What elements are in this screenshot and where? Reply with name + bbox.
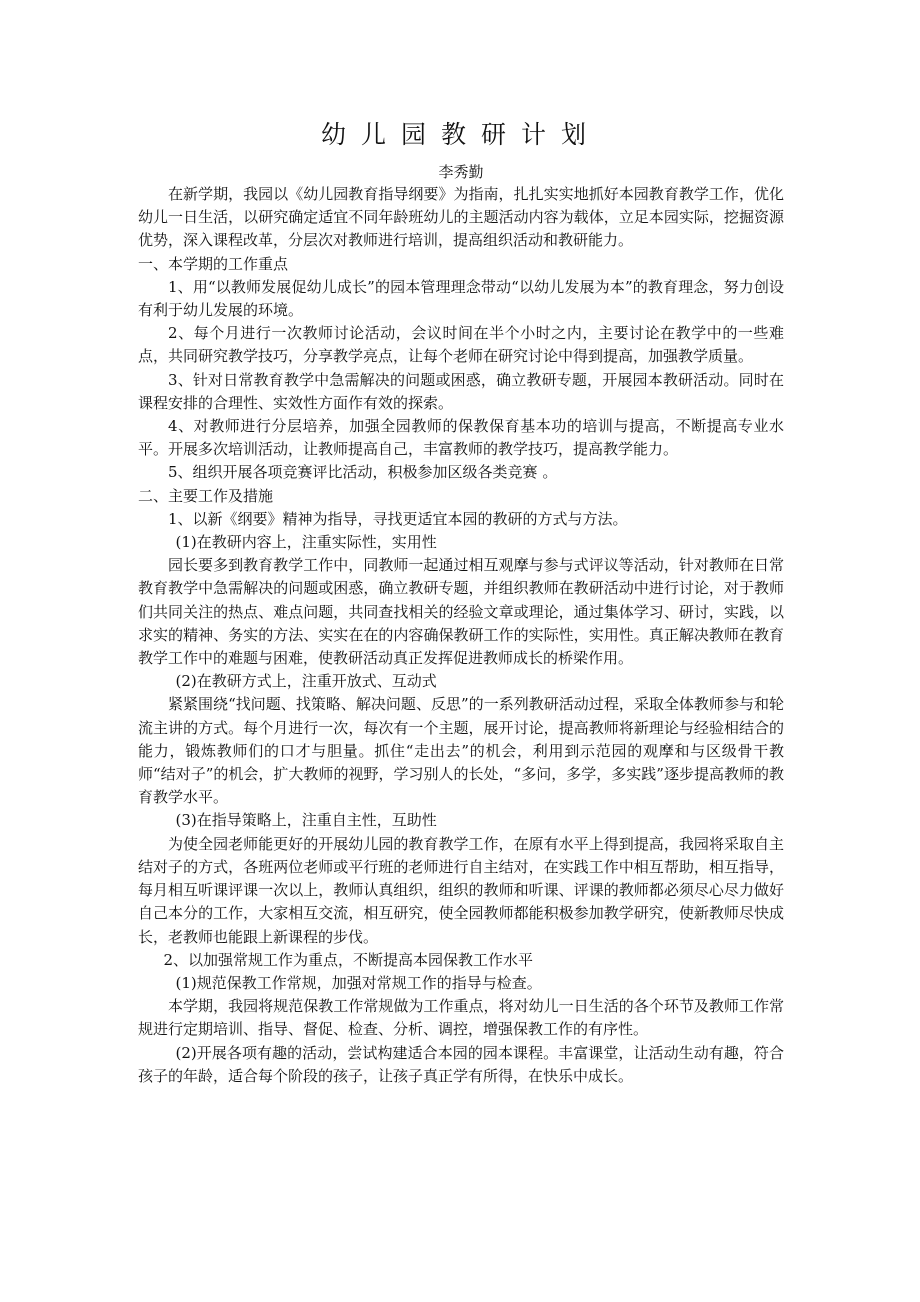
paragraph: 3、针对日常教育教学中急需解决的问题或困惑，确立教研专题，开展园本教研活动。同时在课程安排的合理性、实效性方面作有效的探索。 bbox=[138, 370, 784, 412]
document-title: 幼儿园教研计划 bbox=[320, 120, 601, 149]
paragraph: 二、主要工作及措施 bbox=[138, 486, 274, 505]
paragraph: 紧紧围绕“找问题、找策略、解决问题、反思”的一系列教研活动过程，采取全体教师参与和轮流主讲的方式。每个月进行一次，每次有一个主题，展开讨论，提高教师将新理论与经验相结合的能力，锻炼教师们的口才与胆量。抓住“走出去”的机会，利用到示范园的观摩和与区级骨干教师“结对子”的机会，扩大教师的视野，学习别人的长处，“多问，多学，多实践”逐步提高教师的教育教学水平。 bbox=[138, 695, 784, 807]
paragraph: 园长要多到教育教学工作中，同教师一起通过相互观摩与参与式评议等活动，针对教师在日常教育教学中急需解决的问题或困惑，确立教研专题，并组织教师在教研活动中进行讨论，对于教师们共同关注的热点、难点问题，共同查找相关的经验文章或理论，通过集体学习、研讨，实践，以求实的精神、务实的方法、实实在在的内容确保教研工作的实际性，实用性。真正解决教师在教育教学工作中的难题与困难，使教研活动真正发挥促进教师成长的桥梁作用。 bbox=[138, 556, 784, 668]
document-author: 李秀勤 bbox=[438, 163, 484, 181]
paragraph: 2、以加强常规工作为重点，不断提高本园保教工作水平 bbox=[163, 950, 534, 969]
paragraph: (1)在教研内容上，注重实际性，实用性 bbox=[175, 533, 437, 552]
document-body bbox=[138, 183, 784, 1088]
paragraph: (3)在指导策略上，注重自主性，互助性 bbox=[175, 811, 437, 830]
paragraph: 在新学期，我园以《幼儿园教育指导纲要》为指南，扎扎实实地抓好本园教育教学工作，优化幼儿一日生活，以研究确定适宜不同年龄班幼儿的主题活动内容为载体，立足本园实际，挖掘资源优势，深入课程改革，分层次对教师进行培训，提高组织活动和教研能力。 bbox=[138, 185, 784, 250]
paragraph: 1、以新《纲要》精神为指导，寻找更适宜本园的教研的方式与方法。 bbox=[168, 509, 628, 528]
paragraph: 本学期，我园将规范保教工作常规做为工作重点，将对幼儿一日生活的各个环节及教师工作常规进行定期培训、指导、督促、检查、分析、调控，增强保教工作的有序性。 bbox=[138, 997, 784, 1039]
paragraph: 为使全园老师能更好的开展幼儿园的教育教学工作，在原有水平上得到提高，我园将采取自主结对子的方式，各班两位老师或平行班的老师进行自主结对，在实践工作中相互帮助，相互指导，每月相互听课评课一次以上，教师认真组织，组织的教师和听课、评课的教师都必须尽心尽力做好自己本分的工作，大家相互交流，相互研究，使全园教师都能积极参加教学研究，使新教师尽快成长，老教师也能跟上新课程的步伐。 bbox=[138, 834, 784, 946]
paragraph: (2)开展各项有趣的活动，尝试构建适合本园的园本课程。丰富课堂，让活动生动有趣，符合孩子的年龄，适合每个阶段的孩子，让孩子真正学有所得，在快乐中成长。 bbox=[138, 1043, 784, 1085]
paragraph: (2)在教研方式上，注重开放式、互动式 bbox=[175, 672, 437, 691]
paragraph: 2、每个月进行一次教师讨论活动，会议时间在半个小时之内，主要讨论在教学中的一些难点，共同研究教学技巧，分享教学亮点，让每个老师在研究讨论中得到提高，加强教学质量。 bbox=[138, 324, 784, 366]
paragraph: (1)规范保教工作常规，加强对常规工作的指导与检查。 bbox=[175, 973, 542, 992]
paragraph: 4、对教师进行分层培养，加强全园教师的保教保育基本功的培训与提高，不断提高专业水平。开展多次培训活动，让教师提高自己，丰富教师的教学技巧，提高教学能力。 bbox=[138, 417, 784, 459]
paragraph: 5、组织开展各项竞赛评比活动，积极参加区级各类竞赛 。 bbox=[168, 463, 558, 482]
paragraph: 1、用“以教师发展促幼儿成长”的园本管理理念带动“以幼儿发展为本”的教育理念，努力创设有利于幼儿发展的环境。 bbox=[138, 277, 784, 320]
paragraph: 一、本学期的工作重点 bbox=[138, 254, 289, 273]
